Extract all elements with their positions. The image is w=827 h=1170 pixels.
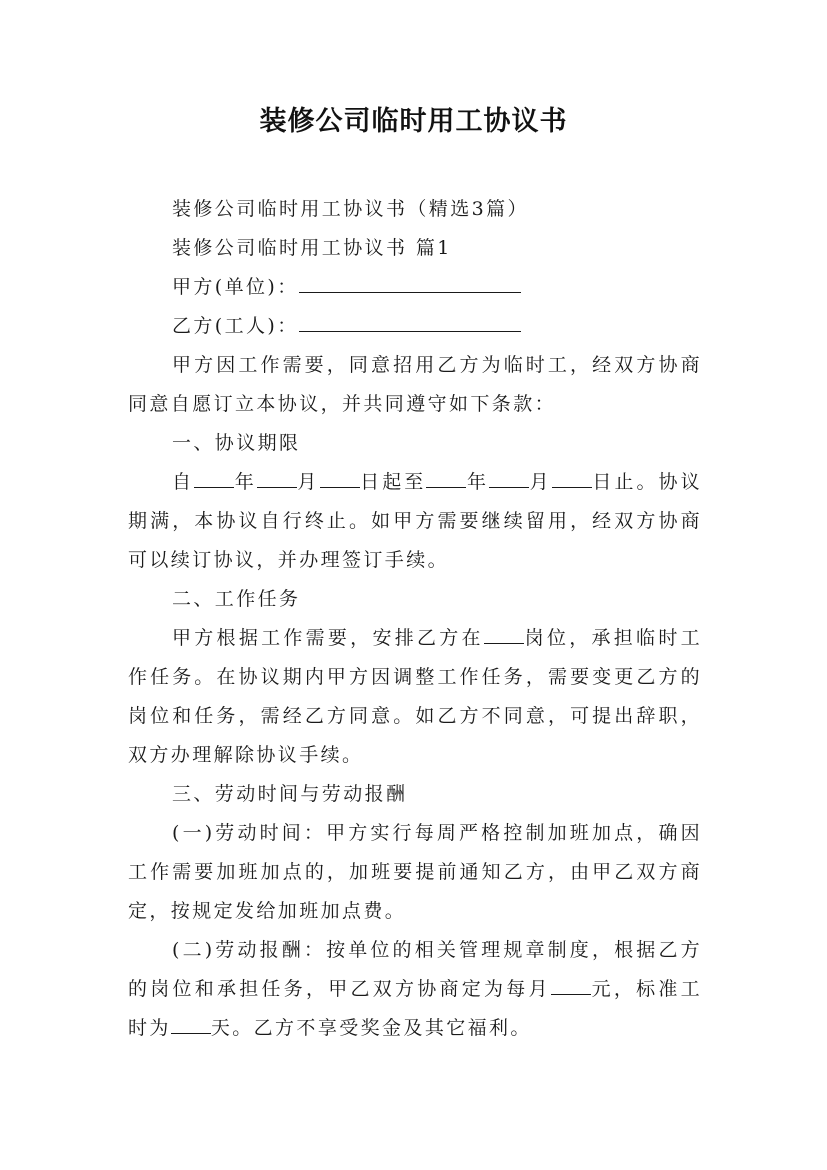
start-year-blank xyxy=(194,463,234,488)
pay-text: 元，标准工时为 xyxy=(128,978,702,1039)
term-text: 自 xyxy=(172,471,195,493)
start-month-blank xyxy=(257,463,297,488)
monthly-pay-blank xyxy=(551,970,591,995)
party-b-blank xyxy=(299,307,521,332)
term-paragraph xyxy=(128,463,702,580)
party-b-line xyxy=(128,307,702,346)
party-b-label: 乙方(工人)： xyxy=(172,315,299,337)
section-title: 装修公司临时用工协议书 篇1 xyxy=(172,237,452,259)
term-text: 日止。协议期满，本协议自行终止。如甲方需要继续留用，经双方协商可以续订协议，并办理签订手续。 xyxy=(128,471,703,571)
document-body xyxy=(128,190,702,1048)
heading-term: 一、协议期限 xyxy=(172,432,301,454)
party-a-label: 甲方(单位)： xyxy=(172,276,299,298)
task-paragraph xyxy=(128,619,702,775)
end-year-blank xyxy=(426,463,466,488)
task-text: 甲方根据工作需要，安排乙方在 xyxy=(172,627,484,649)
post-blank xyxy=(484,619,524,644)
work-days-blank xyxy=(171,1009,211,1034)
end-day-blank xyxy=(552,463,592,488)
term-text: 年 xyxy=(234,471,257,493)
term-text: 日起至 xyxy=(359,471,427,493)
pay-text: 天。乙方不享受奖金及其它福利。 xyxy=(210,1017,532,1039)
task-text: 岗位，承担临时工作任务。在协议期内甲方因调整工作任务，需要变更乙方的岗位和任务，需经乙方同意。如乙方不同意，可提出辞职，双方办理解除协议手续。 xyxy=(128,627,702,766)
party-a-blank xyxy=(299,268,521,293)
document-title: 装修公司临时用工协议书 xyxy=(259,106,568,137)
intro-paragraph: 甲方因工作需要，同意招用乙方为临时工，经双方协商同意自愿订立本协议，并共同遵守如下条款： xyxy=(128,354,702,415)
heading-task: 二、工作任务 xyxy=(172,588,301,610)
work-time-paragraph: (一)劳动时间：甲方实行每周严格控制加班加点，确因工作需要加班加点的，加班要提前通知乙方，由甲乙双方商定，按规定发给加班加点费。 xyxy=(128,822,702,922)
heading-hours-pay: 三、劳动时间与劳动报酬 xyxy=(172,783,408,805)
term-text: 月 xyxy=(296,471,320,493)
pay-text: (二)劳动报酬：按单位的相关管理规章制度，根据乙方的岗位和承担任务，甲乙双方协商定为每月 xyxy=(128,939,702,1000)
term-text: 月 xyxy=(529,471,552,493)
end-month-blank xyxy=(489,463,529,488)
start-day-blank xyxy=(320,463,360,488)
pay-paragraph xyxy=(128,931,702,1048)
subtitle: 装修公司临时用工协议书（精选3篇） xyxy=(172,198,529,220)
term-text: 年 xyxy=(466,471,490,493)
party-a-line xyxy=(128,268,702,307)
